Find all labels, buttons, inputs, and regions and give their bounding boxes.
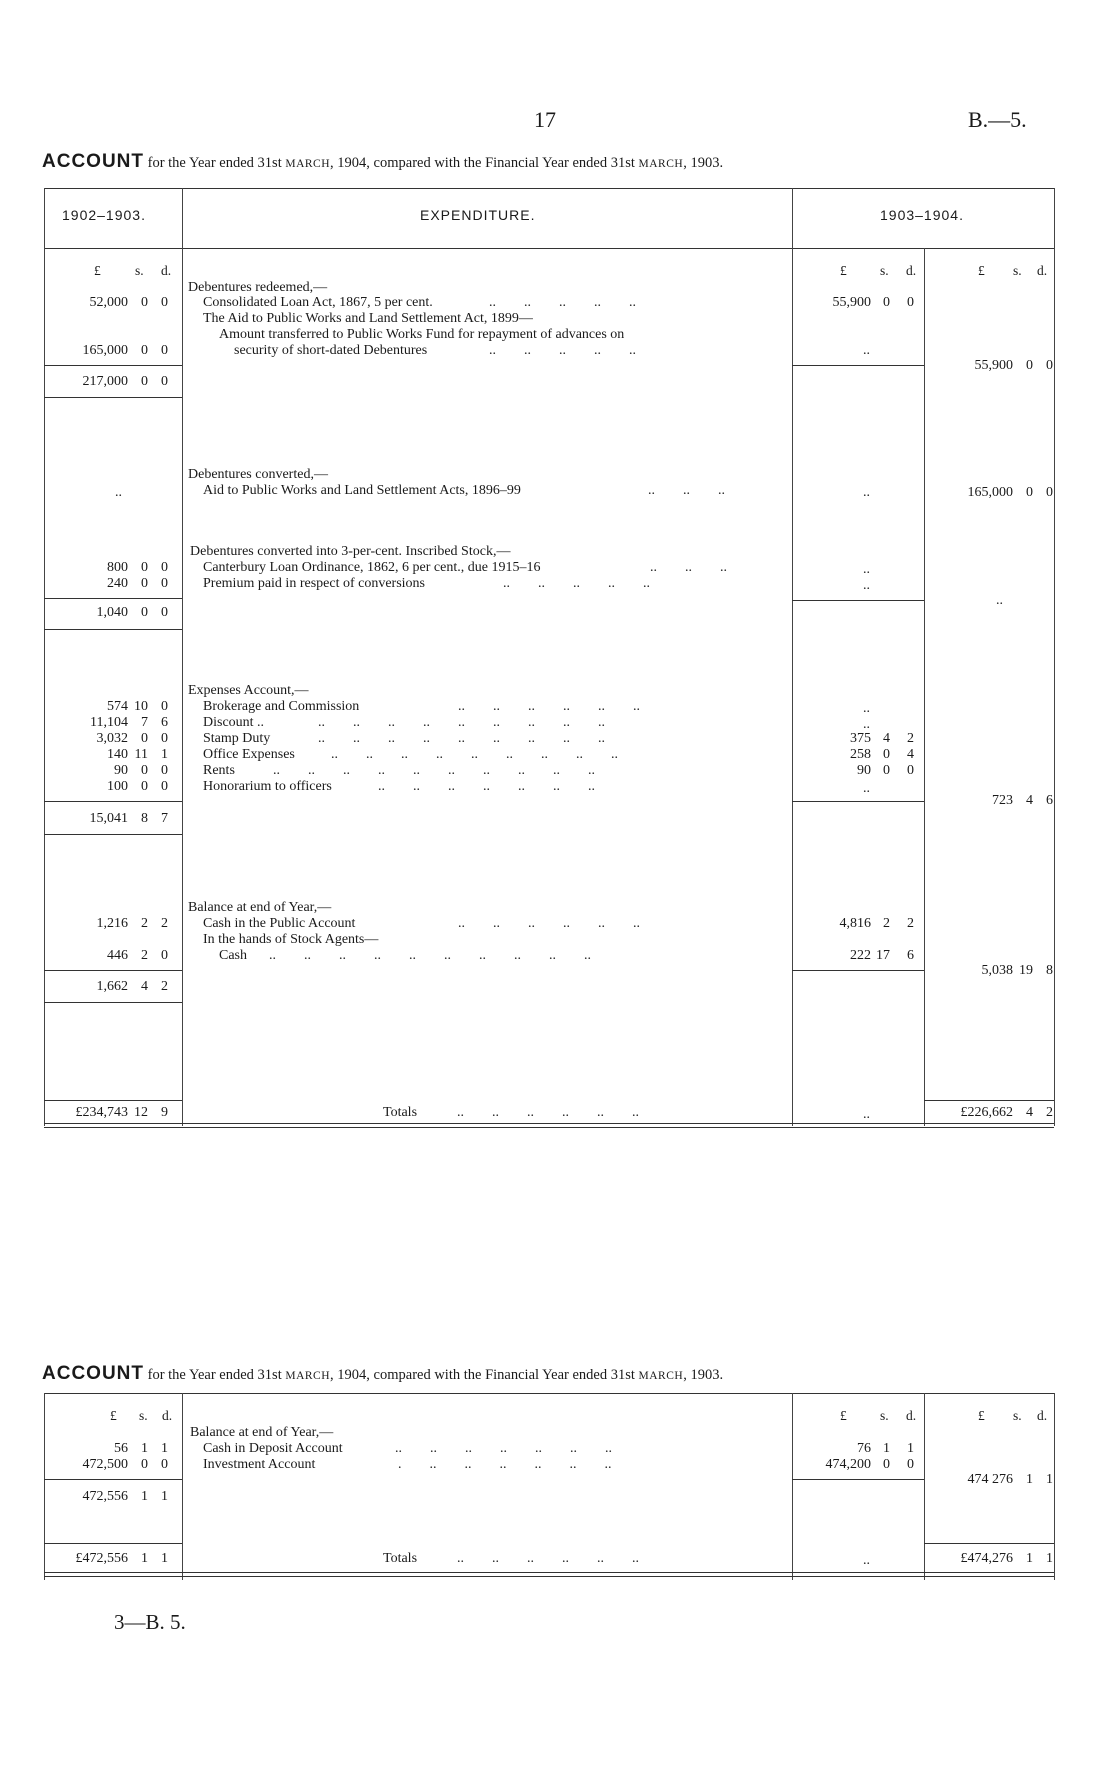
amount-shillings: 0 [141, 731, 148, 746]
total-pounds: 5,038 [981, 963, 1013, 978]
subtotal-shillings: 0 [141, 374, 148, 389]
unit-pounds: £ [94, 263, 101, 278]
line-item-text: Canterbury Loan Ordinance, 1862, 6 per cent., due 1915–16 [203, 560, 541, 575]
amount-pence: 0 [161, 779, 168, 794]
account-title-text: , 1904, compared with the Financial Year ended 31st [330, 155, 635, 171]
column-divider [924, 1393, 925, 1580]
amount-pounds: 3,032 [96, 731, 128, 746]
unit-pence: d. [1037, 263, 1048, 278]
unit-pence: d. [1037, 1408, 1048, 1423]
line-item-label: Investment Account . .. .. .. .. .. .. [203, 1457, 612, 1472]
subtotal-rule [44, 801, 182, 802]
line-item-label: The Aid to Public Works and Land Settlement Act, 1899— [203, 311, 533, 326]
account-title [42, 151, 723, 173]
section-rule [44, 834, 182, 835]
expense-label: Brokerage and Commission .. .. .. .. .. .. [203, 699, 640, 714]
unit-shillings: s. [1013, 263, 1022, 278]
line-item-text: Totals [383, 1105, 418, 1120]
amount-pence: 1 [161, 747, 168, 762]
subtotal-pounds: 1,662 [96, 979, 128, 994]
line-item-text: Cash in the Public Account [203, 916, 356, 931]
line-item-text: Totals [383, 1551, 418, 1566]
line-item-label: Cash in Deposit Account .. .. .. .. .. .. .. [203, 1441, 612, 1456]
expense-label: Office Expenses .. .. .. .. .. .. .. .. .. [203, 747, 618, 762]
unit-shillings: s. [880, 1408, 889, 1423]
unit-pence: d. [162, 1408, 173, 1423]
amount-shillings: 0 [141, 1457, 148, 1472]
amount-pence: 2 [907, 731, 914, 746]
unit-shillings: s. [139, 1408, 148, 1423]
totals-rule [924, 1100, 1054, 1101]
amount-pounds: 140 [107, 747, 128, 762]
grand-total-shillings: 1 [1026, 1551, 1033, 1566]
amount-shillings: 0 [883, 295, 890, 310]
amount-placeholder: .. [863, 781, 870, 796]
line-item-label: Consolidated Loan Act, 1867, 5 per cent. .. .. .. .. .. [203, 295, 636, 310]
amount-pence: 0 [161, 948, 168, 963]
line-item-text: Aid to Public Works and Land Settlement Acts, 1896–99 [203, 483, 521, 498]
total-pounds: 723 [992, 793, 1013, 808]
unit-shillings: s. [880, 263, 889, 278]
totals-rule [44, 1100, 182, 1101]
grand-total-shillings: 12 [134, 1105, 148, 1120]
total-pounds: 55,900 [974, 358, 1013, 373]
amount-pounds: 165,000 [82, 343, 128, 358]
amount-pence: 0 [161, 560, 168, 575]
account-title-word: ACCOUNT [42, 151, 144, 172]
total-shillings: 0 [1026, 358, 1033, 373]
amount-shillings: 0 [883, 747, 890, 762]
total-shillings: 1 [1026, 1472, 1033, 1487]
line-item-label: Canterbury Loan Ordinance, 1862, 6 per cent., due 1915–16 .. .. .. [203, 560, 727, 575]
amount-shillings: 10 [134, 699, 148, 714]
line-item-text: Honorarium to officers [203, 779, 332, 794]
subtotal-pounds: 472,556 [82, 1489, 128, 1504]
grand-total-shillings: 1 [141, 1551, 148, 1566]
section-heading: Balance at end of Year,— [188, 900, 332, 915]
amount-pounds: 90 [857, 763, 871, 778]
amount-shillings: 0 [141, 295, 148, 310]
expense-label: Honorarium to officers .. .. .. .. .. .. .. [203, 779, 595, 794]
section-rule [44, 629, 182, 630]
unit-pounds: £ [978, 263, 985, 278]
table-right-border [1054, 1393, 1055, 1580]
line-item-text: Stamp Duty [203, 731, 271, 746]
header-expenditure: EXPENDITURE. [420, 207, 536, 223]
amount-shillings: 0 [141, 763, 148, 778]
amount-pounds: 472,500 [82, 1457, 128, 1472]
document-reference: B.—5. [968, 107, 1027, 132]
amount-shillings: 0 [141, 560, 148, 575]
amount-pounds: 76 [857, 1441, 871, 1456]
line-item-text: Brokerage and Commission [203, 699, 360, 714]
table-right-border [1054, 188, 1055, 1126]
section-heading: Balance at end of Year,— [190, 1425, 334, 1440]
column-divider [924, 248, 925, 1126]
amount-shillings: 0 [141, 779, 148, 794]
amount-pence: 0 [907, 763, 914, 778]
line-item-text: Investment Account [203, 1457, 316, 1472]
amount-placeholder: .. [863, 1107, 870, 1122]
subtotal-shillings: 8 [141, 811, 148, 826]
table-left-border [44, 188, 45, 1126]
line-item-text: Discount .. [203, 715, 265, 730]
grand-total-pence: 9 [161, 1105, 168, 1120]
amount-placeholder: .. [863, 485, 870, 500]
grand-total-pounds: £474,276 [960, 1551, 1013, 1566]
expense-label: Rents .. .. .. .. .. .. .. .. .. .. [203, 763, 595, 778]
amount-pence: 0 [907, 1457, 914, 1472]
column-divider [792, 1393, 793, 1580]
grand-total-pounds: £226,662 [960, 1105, 1013, 1120]
account-title-month: MARCH [638, 1370, 684, 1382]
amount-shillings: 0 [141, 343, 148, 358]
amount-pence: 4 [907, 747, 914, 762]
amount-placeholder: .. [863, 1553, 870, 1568]
amount-pounds: 574 [107, 699, 128, 714]
total-pence: 1 [1046, 1472, 1053, 1487]
subtotal-shillings: 1 [141, 1489, 148, 1504]
account-title [42, 1363, 723, 1385]
line-item-text: Consolidated Loan Act, 1867, 5 per cent. [203, 295, 433, 310]
unit-pounds: £ [110, 1408, 117, 1423]
amount-pence: 6 [907, 948, 914, 963]
account-title-text: , 1903. [683, 1367, 724, 1383]
amount-pence: 2 [907, 916, 914, 931]
amount-pence: 0 [907, 295, 914, 310]
subtotal-rule [44, 1479, 182, 1480]
subtotal-rule [44, 970, 182, 971]
account-title-month: MARCH [285, 1370, 331, 1382]
unit-pence: d. [906, 263, 917, 278]
line-item-text: Premium paid in respect of conversions [203, 576, 426, 591]
subtotal-pounds: 1,040 [96, 605, 128, 620]
line-item-text: Office Expenses [203, 747, 295, 762]
amount-pounds: 100 [107, 779, 128, 794]
column-divider [182, 1393, 183, 1580]
subtotal-pounds: 15,041 [89, 811, 128, 826]
section-heading: Debentures converted,— [188, 467, 328, 482]
section-rule [44, 1002, 182, 1003]
grand-total-pence: 1 [1046, 1551, 1053, 1566]
amount-placeholder: .. [863, 343, 870, 358]
amount-pounds: 11,104 [90, 715, 128, 730]
amount-placeholder: .. [863, 578, 870, 593]
account-title-text: , 1904, compared with the Financial Year ended 31st [330, 1367, 635, 1383]
totals-label: Totals .. .. .. .. .. .. [383, 1551, 639, 1566]
amount-pence: 0 [161, 731, 168, 746]
subtotal-rule [44, 598, 182, 599]
totals-label: Totals .. .. .. .. .. .. [383, 1105, 639, 1120]
amount-shillings: 17 [876, 948, 890, 963]
amount-placeholder: .. [115, 485, 122, 500]
amount-placeholder: .. [863, 717, 870, 732]
grand-total-pence: 1 [161, 1551, 168, 1566]
subtotal-pence: 7 [161, 811, 168, 826]
unit-pence: d. [906, 1408, 917, 1423]
amount-shillings: 0 [883, 1457, 890, 1472]
amount-pence: 0 [161, 295, 168, 310]
amount-pounds: 446 [107, 948, 128, 963]
amount-shillings: 7 [141, 715, 148, 730]
unit-pounds: £ [840, 263, 847, 278]
table-header-rule [44, 248, 1054, 249]
amount-pounds: 90 [114, 763, 128, 778]
subtotal-pounds: 217,000 [82, 374, 128, 389]
line-item-label: security of short-dated Debentures .. .. .. .. .. [234, 343, 636, 358]
total-pence: 0 [1046, 358, 1053, 373]
account-title-text: for the Year ended 31st [147, 1367, 282, 1383]
amount-shillings: 2 [883, 916, 890, 931]
header-curr-year: 1903–1904. [880, 207, 964, 223]
amount-pounds: 800 [107, 560, 128, 575]
amount-pounds: 240 [107, 576, 128, 591]
totals-rule [44, 1543, 182, 1544]
total-pence: 6 [1046, 793, 1053, 808]
subtotal-pence: 2 [161, 979, 168, 994]
amount-shillings: 4 [883, 731, 890, 746]
subtotal-rule [44, 365, 182, 366]
amount-pence: 0 [161, 1457, 168, 1472]
section-rule [44, 397, 182, 398]
page-number: 17 [534, 107, 556, 132]
total-pence: 8 [1046, 963, 1053, 978]
grand-total-pounds: £234,743 [75, 1105, 128, 1120]
amount-pounds: 52,000 [89, 295, 128, 310]
amount-pounds: 474,200 [825, 1457, 871, 1472]
table-top-rule [44, 1393, 1054, 1394]
total-pounds: 474 276 [967, 1472, 1013, 1487]
unit-pounds: £ [978, 1408, 985, 1423]
account-title-text: for the Year ended 31st [147, 155, 282, 171]
amount-pounds: 4,816 [839, 916, 871, 931]
amount-placeholder: .. [863, 562, 870, 577]
table-top-rule [44, 188, 1054, 189]
unit-pounds: £ [840, 1408, 847, 1423]
total-pence: 0 [1046, 485, 1053, 500]
total-shillings: 0 [1026, 485, 1033, 500]
amount-pounds: 375 [850, 731, 871, 746]
amount-pence: 1 [161, 1441, 168, 1456]
amount-pounds: 222 [850, 948, 871, 963]
account-title-word: ACCOUNT [42, 1363, 144, 1384]
subtotal-pence: 0 [161, 374, 168, 389]
section-heading: Expenses Account,— [188, 683, 309, 698]
line-item-label: Premium paid in respect of conversions .. .. .. .. .. [203, 576, 650, 591]
subtotal-rule [792, 1479, 924, 1480]
totals-rule [924, 1543, 1054, 1544]
amount-shillings: 0 [883, 763, 890, 778]
line-item-label: Amount transferred to Public Works Fund for repayment of advances on [219, 327, 625, 342]
amount-pounds: 56 [114, 1441, 128, 1456]
expense-label: Discount .. .. .. .. .. .. .. .. .. .. [203, 715, 605, 730]
grand-total-pounds: £472,556 [75, 1551, 128, 1566]
grand-total-pence: 2 [1046, 1105, 1053, 1120]
amount-shillings: 2 [141, 916, 148, 931]
footer-reference: 3—B. 5. [114, 1610, 186, 1634]
table-left-border [44, 1393, 45, 1580]
subtotal-shillings: 4 [141, 979, 148, 994]
amount-placeholder: .. [863, 701, 870, 716]
amount-shillings: 1 [141, 1441, 148, 1456]
line-item-label: In the hands of Stock Agents— [203, 932, 379, 947]
total-placeholder: .. [996, 593, 1003, 608]
line-item-text: security of short-dated Debentures [234, 343, 428, 358]
account-title-month: MARCH [285, 158, 331, 170]
line-item-label: Cash .. .. .. .. .. .. .. .. .. .. [219, 948, 591, 963]
amount-pence: 0 [161, 699, 168, 714]
column-divider [792, 188, 793, 1126]
unit-shillings: s. [135, 263, 144, 278]
account-title-month: MARCH [638, 158, 684, 170]
section-heading: Debentures redeemed,— [188, 280, 328, 295]
table-bottom-double-rule [44, 1123, 1054, 1128]
expense-label: Stamp Duty .. .. .. .. .. .. .. .. .. [203, 731, 605, 746]
amount-pence: 2 [161, 916, 168, 931]
unit-shillings: s. [1013, 1408, 1022, 1423]
amount-pence: 0 [161, 763, 168, 778]
subtotal-rule [792, 801, 924, 802]
line-item-text: Cash in Deposit Account [203, 1441, 343, 1456]
amount-pounds: 1,216 [96, 916, 128, 931]
total-pounds: 165,000 [967, 485, 1013, 500]
subtotal-rule [792, 970, 924, 971]
amount-pounds: 55,900 [832, 295, 871, 310]
total-shillings: 19 [1019, 963, 1033, 978]
unit-pence: d. [161, 263, 172, 278]
amount-shillings: 2 [141, 948, 148, 963]
subtotal-shillings: 0 [141, 605, 148, 620]
subtotal-rule [792, 600, 924, 601]
line-item-text: Rents [203, 763, 235, 778]
subtotal-rule [792, 365, 924, 366]
column-divider [182, 188, 183, 1126]
amount-pence: 1 [907, 1441, 914, 1456]
line-item-label: Cash in the Public Account .. .. .. .. .. .. [203, 916, 640, 931]
total-shillings: 4 [1026, 793, 1033, 808]
amount-pence: 0 [161, 343, 168, 358]
grand-total-shillings: 4 [1026, 1105, 1033, 1120]
line-item-label: Aid to Public Works and Land Settlement Acts, 1896–99 .. .. .. [203, 483, 725, 498]
amount-pence: 0 [161, 576, 168, 591]
amount-shillings: 11 [134, 747, 148, 762]
table-bottom-double-rule [44, 1572, 1054, 1577]
amount-pounds: 258 [850, 747, 871, 762]
amount-pence: 6 [161, 715, 168, 730]
amount-shillings: 1 [883, 1441, 890, 1456]
line-item-text: Cash [219, 948, 247, 963]
section-heading: Debentures converted into 3-per-cent. Inscribed Stock,— [190, 544, 511, 559]
header-prev-year: 1902–1903. [62, 207, 146, 223]
subtotal-pence: 0 [161, 605, 168, 620]
account-title-text: , 1903. [683, 155, 724, 171]
amount-shillings: 0 [141, 576, 148, 591]
subtotal-pence: 1 [161, 1489, 168, 1504]
